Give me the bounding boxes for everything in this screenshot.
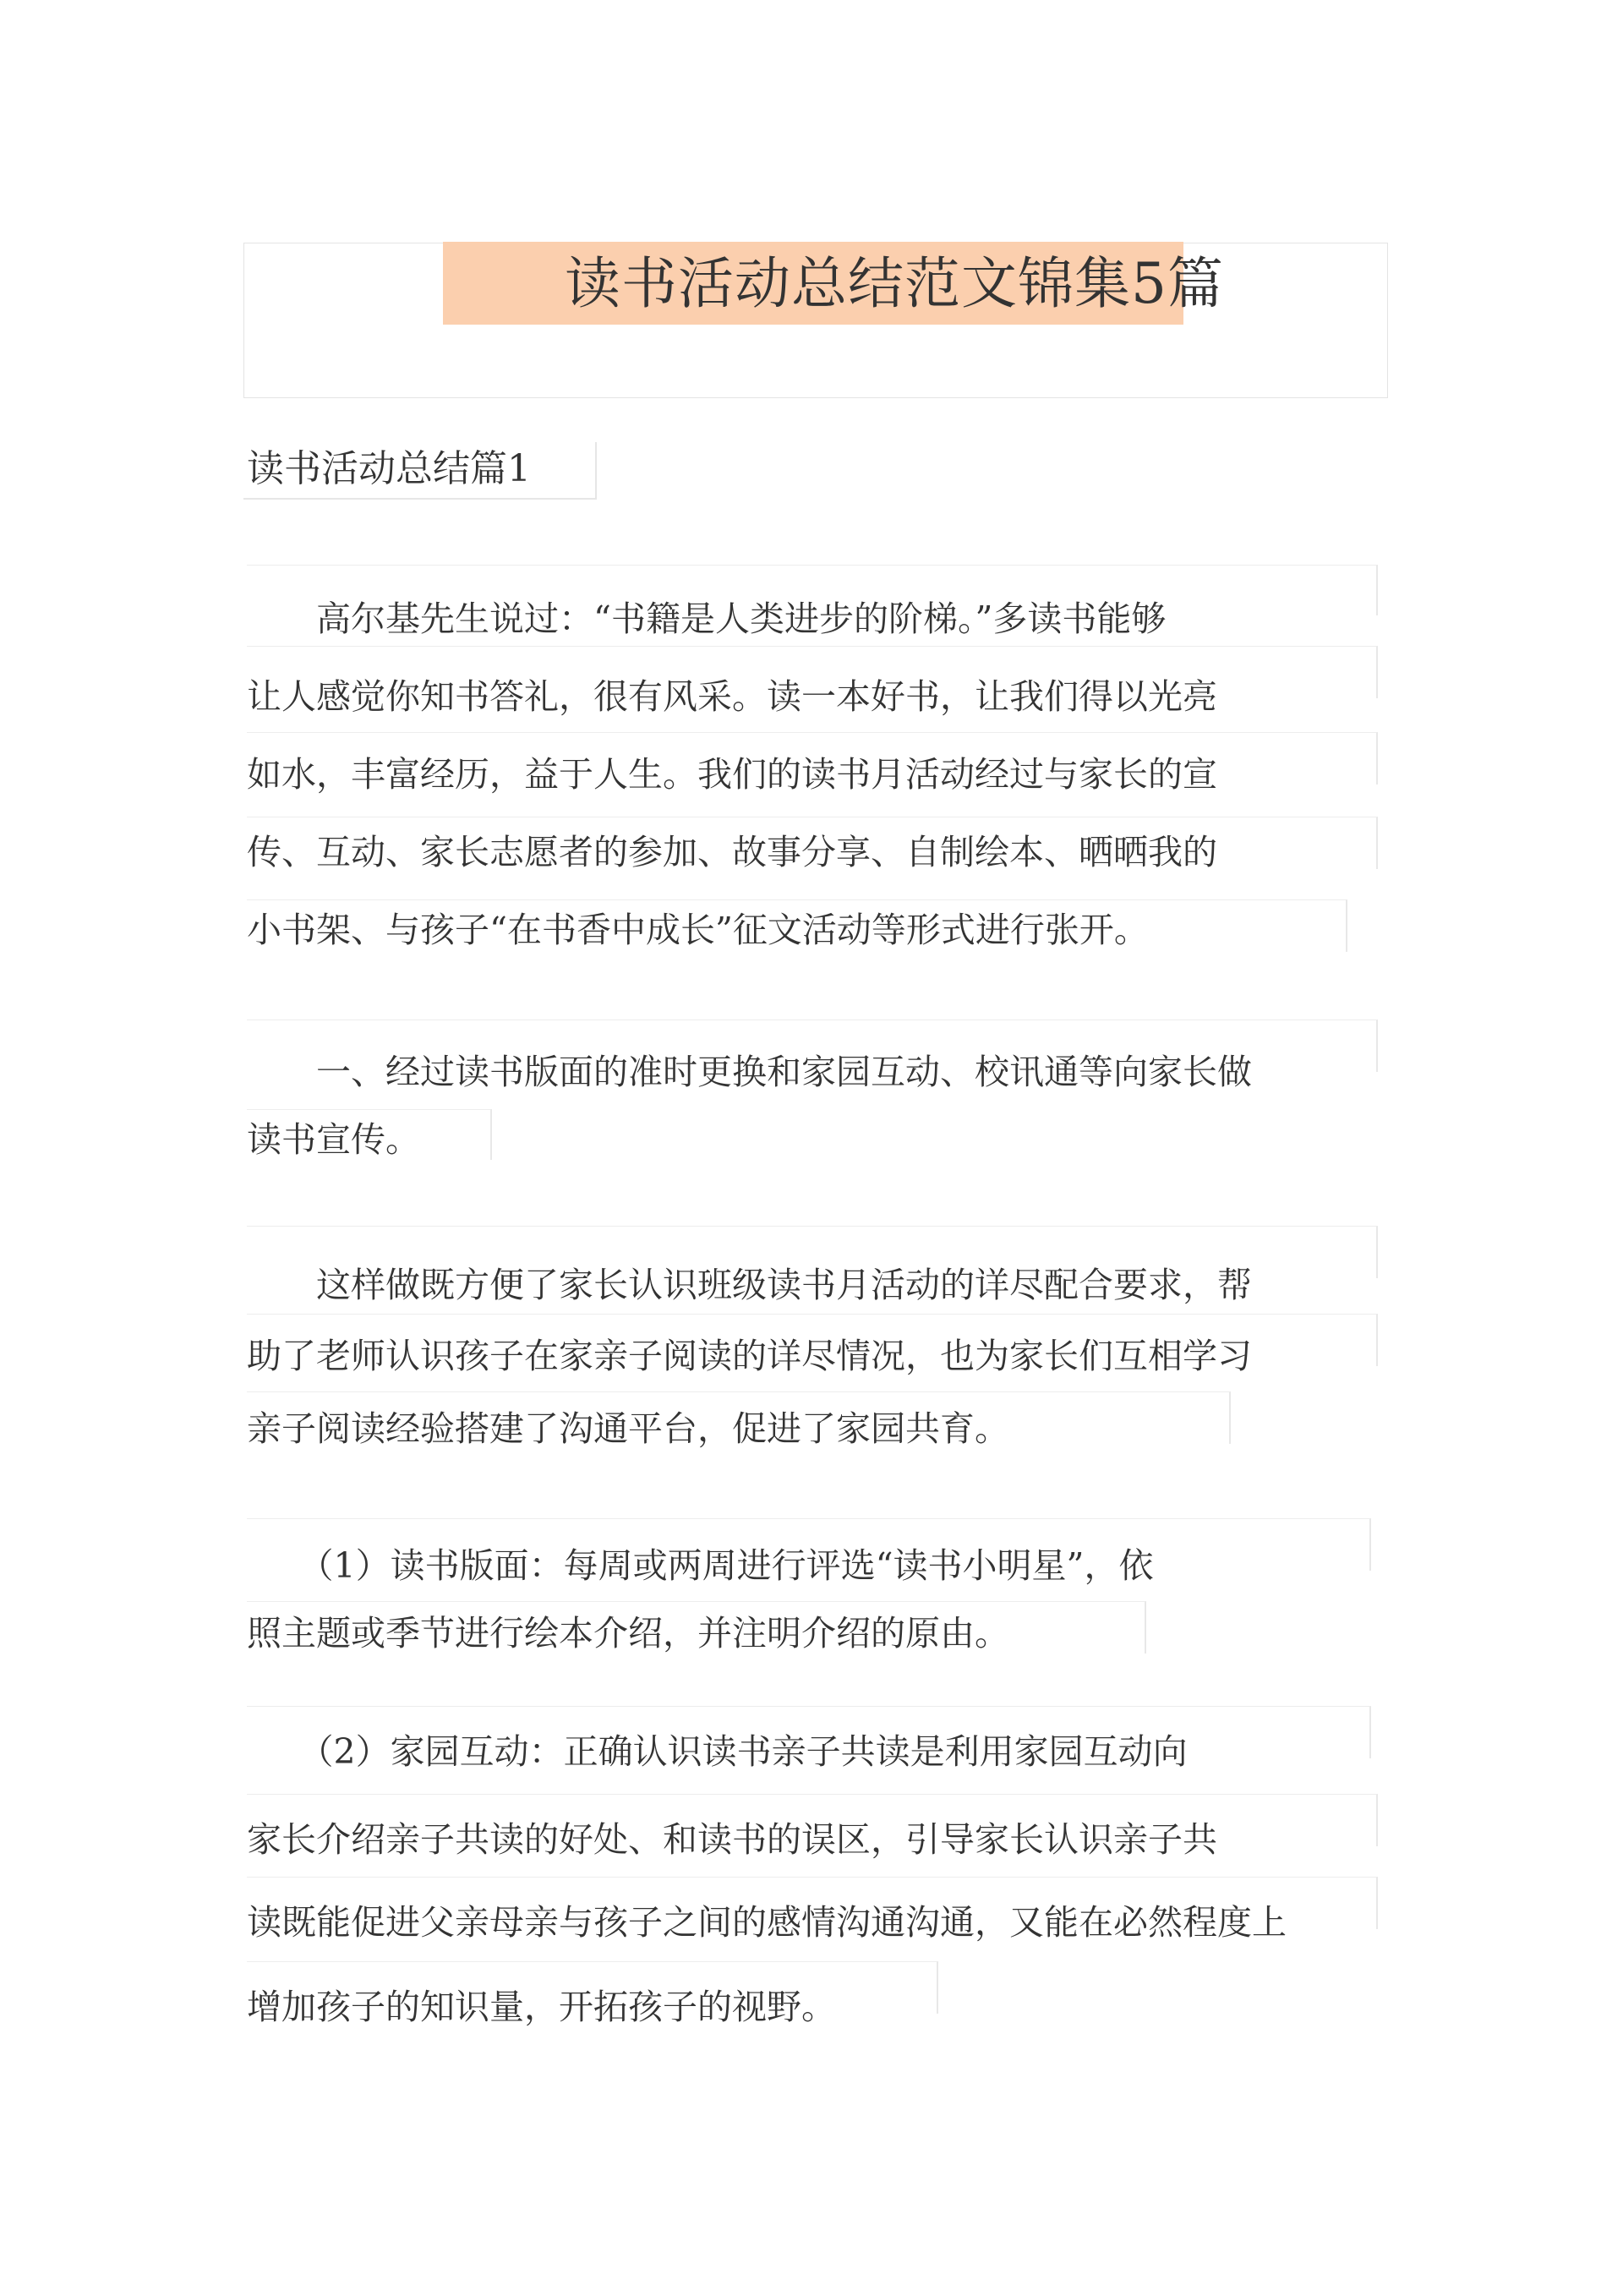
paragraph-line: 让人感觉你知书答礼，很有风采。读一本好书，让我们得以光亮 — [247, 676, 1217, 717]
document-title: 读书活动总结范文锦集5篇 — [565, 251, 1224, 316]
paragraph-line: 家长介绍亲子共读的好处、和读书的误区，引导家长认识亲子共 — [247, 1819, 1217, 1860]
paragraph-line: 读书宣传。 — [247, 1119, 420, 1160]
paragraph-line: 这样做既方便了家长认识班级读书月活动的详尽配合要求，帮 — [247, 1265, 1252, 1305]
paragraph-line: 亲子阅读经验搭建了沟通平台，促进了家园共育。 — [247, 1408, 1009, 1449]
paragraph-line: 增加孩子的知识量，开拓孩子的视野。 — [247, 1987, 836, 2027]
paragraph-line: 照主题或季节进行绘本介绍，并注明介绍的原由。 — [247, 1613, 1009, 1654]
paragraph-line: 一、经过读书版面的准时更换和家园互动、校讯通等向家长做 — [247, 1052, 1252, 1092]
paragraph-line: 小书架、与孩子“在书香中成长”征文活动等形式进行张开。 — [247, 910, 1149, 950]
paragraph-line: （2）家园互动：正确认识读书亲子共读是利用家园互动向 — [247, 1731, 1188, 1772]
paragraph-line: 传、互动、家长志愿者的参加、故事分享、自制绘本、晒晒我的 — [247, 832, 1217, 872]
section-heading: 读书活动总结篇1 — [247, 447, 531, 490]
paragraph-line: （1）读书版面：每周或两周进行评选“读书小明星”，依 — [247, 1545, 1154, 1586]
paragraph-line: 高尔基先生说过：“书籍是人类进步的阶梯。”多读书能够 — [247, 599, 1167, 639]
paragraph-line: 助了老师认识孩子在家亲子阅读的详尽情况，也为家长们互相学习 — [247, 1336, 1252, 1376]
paragraph-line: 如水，丰富经历，益于人生。我们的读书月活动经过与家长的宣 — [247, 754, 1217, 795]
paragraph-line: 读既能促进父亲母亲与孩子之间的感情沟通沟通，又能在必然程度上 — [247, 1902, 1287, 1943]
